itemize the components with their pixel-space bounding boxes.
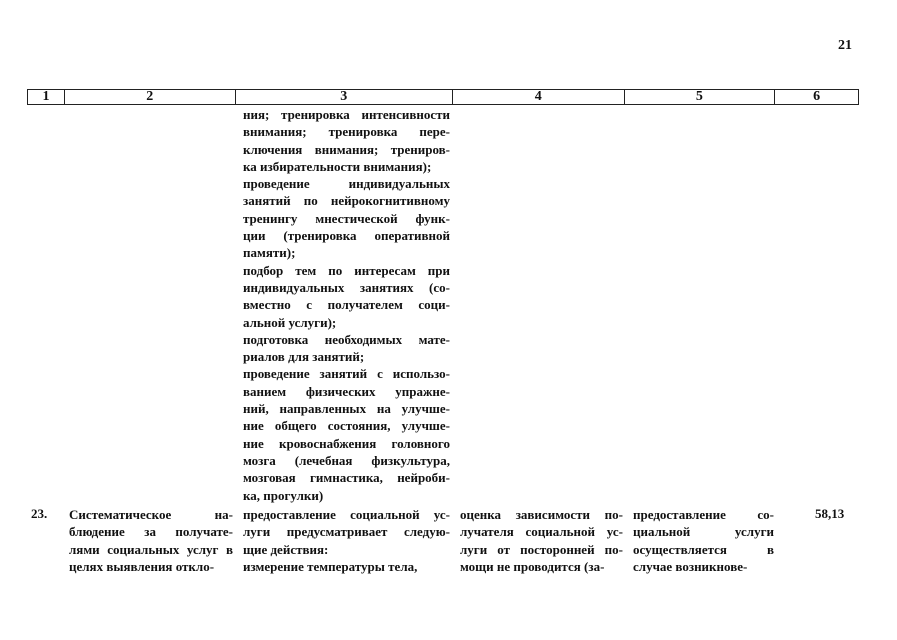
row-23-col2-line: лями социальных услуг в [69,541,233,557]
header-cell-5: 5 [625,90,776,104]
continuation-col3-line: проведение занятий с использо- [243,366,450,382]
header-cell-3: 3 [236,90,453,104]
row-23-number: 23. [31,506,48,521]
continuation-col3-line: ванием физических упражне- [243,383,450,399]
continuation-col3-line: проведение индивидуальных [243,176,450,192]
row-23-assessment-note [460,506,623,575]
row-23-col2-line: целях выявления откло- [69,558,215,574]
row-23-col2-line: Систематическое на- [69,507,233,522]
row-23-col4-line: оценка зависимости по- [460,507,623,522]
continuation-col3-line: занятий по нейрокогнитивному [243,193,450,209]
continuation-col3-line: подбор тем по интересам при [243,262,450,278]
continuation-col3-line: ние кровоснабжения головного [243,435,450,451]
row-23-col2-line: блюдение за получате- [69,524,233,540]
continuation-col3-line: вместно с получателем соци- [243,297,450,313]
continuation-col3-line: тренингу мнестической функ- [243,210,450,226]
continuation-col3-line: ключения внимания; трениров- [243,141,450,157]
row-23-col5-line: случае возникнове- [633,558,748,574]
continuation-col3-line: мозга (лечебная физкультура, [243,452,450,468]
row-23-col4-line: лучателя социальной ус- [460,524,623,540]
continuation-col3-line: подготовка необходимых мате- [243,331,450,347]
row-23-col3-line: измерение температуры тела, [243,558,418,574]
continuation-col3-text [243,106,450,504]
row-23-col5-line: циальной услуги [633,524,774,540]
continuation-col3-line: внимания; тренировка пере- [243,124,450,140]
continuation-col3-line: ка, прогулки) [243,487,324,503]
header-cell-6: 6 [813,89,821,104]
continuation-col3-line: альной услуги); [243,314,337,330]
continuation-col3-line: индивидуальных занятиях (со- [243,279,450,295]
row-23-col4-line: мощи не проводится (за- [460,558,605,574]
table-header-row [27,89,859,105]
continuation-col3-line: ния; тренировка интенсивности [243,107,450,122]
row-23-col5-line: осуществляется в [633,541,774,557]
row-23-conditions-note [633,506,774,575]
continuation-col3-line: памяти); [243,245,296,261]
row-23-col3-line: щие действия: [243,541,329,557]
row-23-service-description [243,506,450,575]
continuation-col3-line: риалов для занятий; [243,349,365,365]
row-23-col3-line: предоставление социальной ус- [243,507,450,522]
continuation-col3-line: ции (тренировка оперативной [243,228,450,244]
row-23-col4-line: луги от посторонней по- [460,541,623,557]
continuation-col3-line: ние общего состояния, улучше- [243,418,450,434]
header-cell-1: 1 [28,90,65,104]
row-23-col3-line: луги предусматривает следую- [243,524,450,540]
row-23-col5-line: предоставление со- [633,507,774,522]
header-cell-2: 2 [65,90,236,104]
page-number: 21 [838,38,852,53]
continuation-col3-line: ний, направленных на улучше- [243,401,450,417]
continuation-col3-line: ка избирательности внимания); [243,158,432,174]
header-cell-4: 4 [453,90,625,104]
row-23-tariff-value: 58,13 [815,506,845,521]
continuation-col3-line: мозговая гимнастика, нейроби- [243,470,450,486]
row-23-service-name [69,506,233,575]
